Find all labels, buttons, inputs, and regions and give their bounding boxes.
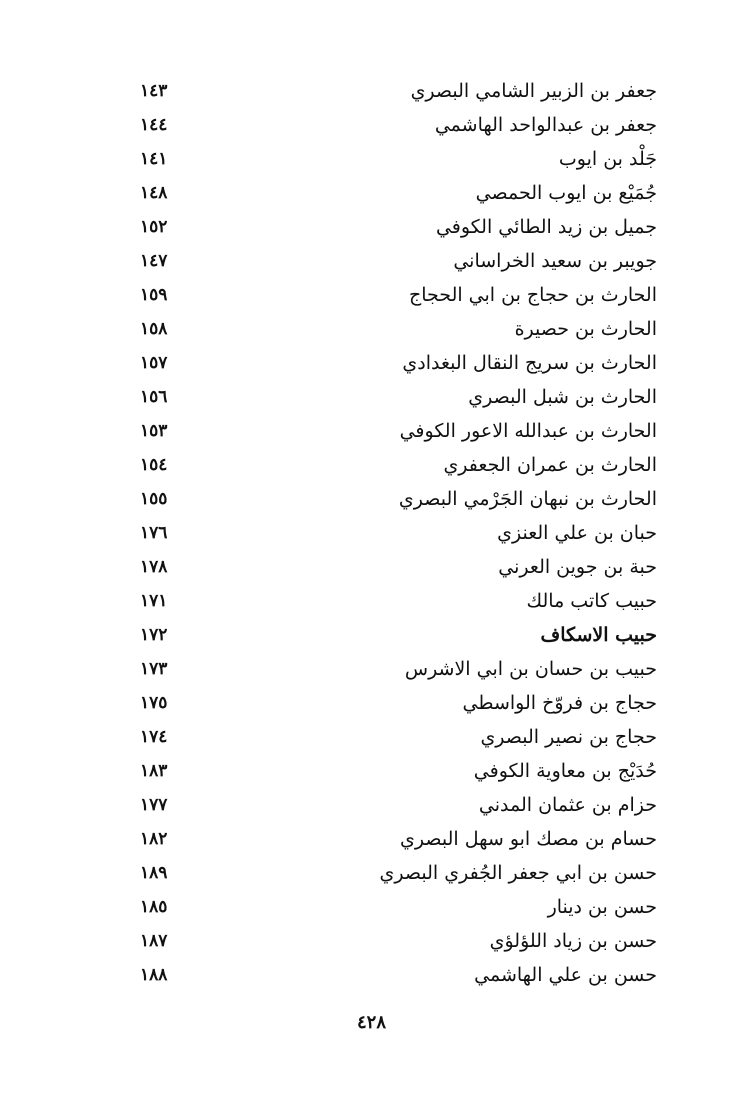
entry-page-number: ١٧٣ — [140, 659, 168, 679]
entry-page-number: ١٥٣ — [140, 421, 168, 441]
entry-page-number: ١٧٦ — [140, 523, 168, 543]
index-entry — [0, 346, 743, 380]
narrator-name: الحارث بن شبل البصري — [468, 386, 657, 408]
entry-page-number: ١٤٤ — [140, 115, 168, 135]
entry-page-number: ١٤٨ — [140, 183, 168, 203]
index-entry — [0, 720, 743, 754]
index-entry — [0, 856, 743, 890]
narrator-name: الحارث بن حصيرة — [514, 318, 657, 340]
index-entry — [0, 822, 743, 856]
entry-page-number: ١٧٤ — [140, 727, 168, 747]
index-entry — [0, 890, 743, 924]
narrator-name: جعفر بن عبدالواحد الهاشمي — [434, 114, 657, 136]
entry-page-number: ١٤٧ — [140, 251, 168, 271]
entry-page-number: ١٥٥ — [140, 489, 168, 509]
index-list — [0, 74, 743, 992]
entry-page-number: ١٨٥ — [140, 897, 168, 917]
narrator-name: جُمَيْع بن ايوب الحمصي — [475, 182, 657, 204]
narrator-name: الحارث بن عمران الجعفري — [443, 454, 657, 476]
index-entry — [0, 74, 743, 108]
index-entry — [0, 618, 743, 652]
narrator-name: حسن بن ابي جعفر الجُفري البصري — [379, 862, 657, 884]
entry-page-number: ١٨٨ — [140, 965, 168, 985]
index-entry — [0, 550, 743, 584]
index-entry — [0, 754, 743, 788]
entry-page-number: ١٤٣ — [140, 81, 168, 101]
narrator-name: حبيب كاتب مالك — [526, 590, 657, 612]
entry-page-number: ١٧٨ — [140, 557, 168, 577]
entry-page-number: ١٥٢ — [140, 217, 168, 237]
entry-page-number: ١٥٨ — [140, 319, 168, 339]
narrator-name: الحارث بن عبدالله الاعور الكوفي — [399, 420, 657, 442]
narrator-name: حجاج بن نصير البصري — [480, 726, 657, 748]
index-entry — [0, 414, 743, 448]
index-entry — [0, 278, 743, 312]
entry-page-number: ١٥٧ — [140, 353, 168, 373]
entry-page-number: ١٥٤ — [140, 455, 168, 475]
narrator-name: حبيب بن حسان بن ابي الاشرس — [404, 658, 657, 680]
index-entry — [0, 652, 743, 686]
index-entry — [0, 244, 743, 278]
entry-page-number: ١٥٦ — [140, 387, 168, 407]
narrator-name: جميل بن زيد الطائي الكوفي — [435, 216, 657, 238]
narrator-name: حبة بن جوين العرني — [498, 556, 657, 578]
narrator-name: حسن بن زياد اللؤلؤي — [489, 930, 657, 952]
narrator-name: حبيب الاسكاف — [540, 624, 657, 646]
narrator-name: حجاج بن فروّخ الواسطي — [462, 692, 657, 714]
entry-page-number: ١٧١ — [140, 591, 168, 611]
narrator-name: حسام بن مصك ابو سهل البصري — [400, 828, 657, 850]
entry-page-number: ١٧٢ — [140, 625, 168, 645]
narrator-name: حسن بن علي الهاشمي — [474, 964, 657, 986]
narrator-name: حُدَيْج بن معاوية الكوفي — [473, 760, 657, 782]
index-entry — [0, 686, 743, 720]
index-entry — [0, 924, 743, 958]
index-entry — [0, 482, 743, 516]
narrator-name: الحارث بن نبهان الجَرْمي البصري — [398, 488, 657, 510]
narrator-name: جويبر بن سعيد الخراساني — [453, 250, 657, 272]
narrator-name: حسن بن دينار — [547, 896, 657, 918]
index-entry — [0, 312, 743, 346]
index-entry — [0, 142, 743, 176]
index-entry — [0, 176, 743, 210]
narrator-name: جَلْد بن ايوب — [558, 148, 657, 170]
entry-page-number: ١٧٥ — [140, 693, 168, 713]
narrator-name: حبان بن علي العنزي — [497, 522, 657, 544]
index-entry — [0, 108, 743, 142]
entry-page-number: ١٨٧ — [140, 931, 168, 951]
index-entry — [0, 958, 743, 992]
narrator-name: الحارث بن سريج النقال البغدادي — [402, 352, 657, 374]
index-entry — [0, 210, 743, 244]
index-entry — [0, 584, 743, 618]
entry-page-number: ١٨٩ — [140, 863, 168, 883]
index-entry — [0, 380, 743, 414]
entry-page-number: ١٨٣ — [140, 761, 168, 781]
entry-page-number: ١٥٩ — [140, 285, 168, 305]
entry-page-number: ١٤١ — [140, 149, 168, 169]
entry-page-number: ١٧٧ — [140, 795, 168, 815]
page-number: ٤٢٨ — [356, 1012, 386, 1033]
index-entry — [0, 516, 743, 550]
index-entry — [0, 788, 743, 822]
narrator-name: الحارث بن حجاج بن ابي الحجاج — [408, 284, 657, 306]
index-entry — [0, 448, 743, 482]
entry-page-number: ١٨٢ — [140, 829, 168, 849]
narrator-name: حزام بن عثمان المدني — [478, 794, 657, 816]
narrator-name: جعفر بن الزبير الشامي البصري — [410, 80, 657, 102]
